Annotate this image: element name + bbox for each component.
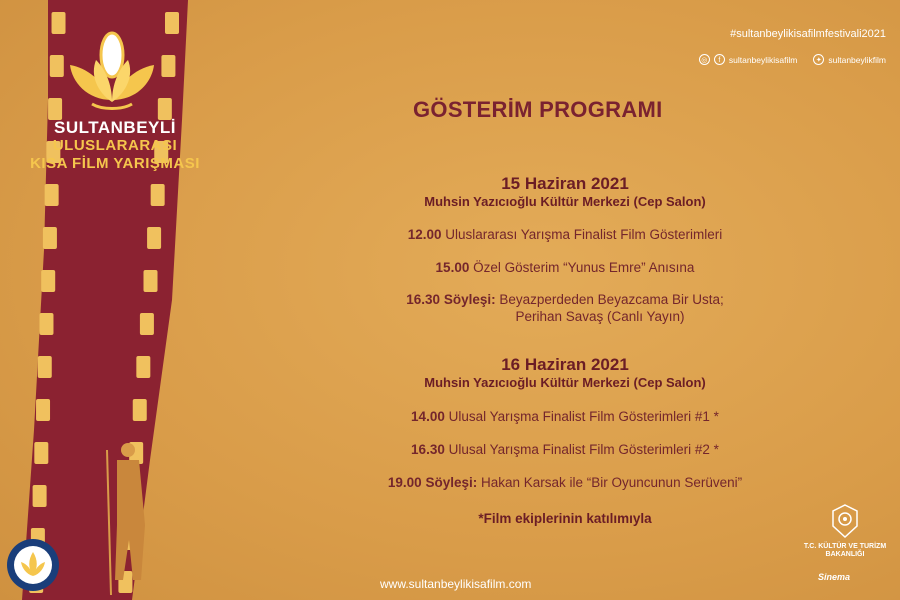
event-row <box>230 292 900 307</box>
film-perforation <box>151 184 165 206</box>
event-text: Beyazperdeden Beyazcama Bir Usta; <box>499 292 724 307</box>
festival-hashtag: #sultanbeylikisafilmfestivali2021 <box>730 28 886 40</box>
film-perforation <box>161 55 175 77</box>
film-perforation <box>48 98 62 120</box>
day-2-date: 16 Haziran 2021 <box>501 355 629 374</box>
film-perforation <box>133 399 147 421</box>
film-perforation <box>41 270 55 292</box>
brand-line-1: SULTANBEYLİ <box>54 118 176 137</box>
dervish-figure-icon <box>95 430 155 600</box>
event-label: Söyleşi: <box>425 475 478 490</box>
film-perforation <box>45 184 59 206</box>
ministry-emblem-icon <box>830 504 860 538</box>
ministry-name-line-2: BAKANLIĞI <box>825 551 865 558</box>
event-text-continued: Perihan Savaş (Canlı Yayın) <box>515 309 685 324</box>
event-row <box>230 409 900 424</box>
film-perforation <box>165 12 179 34</box>
film-perforation <box>39 313 53 335</box>
event-row-continued <box>230 309 900 324</box>
film-perforation <box>36 399 50 421</box>
event-text: Ulusal Yarışma Finalist Film Gösterimleri #2 * <box>448 442 719 457</box>
event-row <box>230 260 900 275</box>
brand-line-3: KISA FİLM YARIŞMASI <box>30 155 200 172</box>
sinema-logo: Sinema <box>818 572 851 582</box>
event-time: 19.00 <box>387 475 422 490</box>
event-time: 16.30 <box>411 442 445 457</box>
event-text: Hakan Karsak ile “Bir Oyuncunun Serüveni” <box>480 475 743 490</box>
event-time: 15.00 <box>435 260 470 275</box>
event-row <box>230 227 900 242</box>
event-time: 14.00 <box>411 409 445 424</box>
ministry-name-line-1: T.C. KÜLTÜR VE TURİZM <box>803 543 887 550</box>
film-perforation <box>147 227 161 249</box>
facebook-icon[interactable]: f <box>714 54 725 65</box>
film-perforation <box>136 356 150 378</box>
event-time: 16.30 <box>406 292 441 307</box>
film-perforation <box>43 227 57 249</box>
municipality-seal-icon <box>6 538 60 592</box>
film-perforation <box>34 442 48 464</box>
day-2-header <box>230 355 900 390</box>
event-row <box>230 442 900 457</box>
film-perforation <box>144 270 158 292</box>
day-1-date: 15 Haziran 2021 <box>501 174 629 193</box>
film-perforation <box>33 485 47 507</box>
participation-note: *Film ekiplerinin katılımıyla <box>478 511 652 526</box>
day-1-header <box>230 174 900 209</box>
day-2-venue: Muhsin Yazıcıoğlu Kültür Merkezi (Cep Salon) <box>424 375 706 390</box>
film-perforation <box>38 356 52 378</box>
instagram-icon[interactable]: ◎ <box>699 54 710 65</box>
festival-logo-icon <box>62 30 162 112</box>
social-handle-primary[interactable]: sultanbeylikisafilm <box>728 54 798 65</box>
social-handles <box>699 54 886 65</box>
film-strip <box>0 0 230 600</box>
brand-line-2: ULUSLARARASI <box>52 137 178 154</box>
event-text: Özel Gösterim “Yunus Emre” Anısına <box>473 260 695 275</box>
event-label: Söyleşi: <box>443 292 496 307</box>
event-text: Uluslararası Yarışma Finalist Film Gösterimleri <box>445 227 723 242</box>
page-title: GÖSTERİM PROGRAMI <box>413 97 663 122</box>
website-link[interactable]: www.sultanbeylikisafilm.com <box>380 577 532 591</box>
film-perforation <box>140 313 154 335</box>
twitter-icon[interactable]: ✦ <box>813 54 824 65</box>
social-handle-secondary[interactable]: sultanbeylikfilm <box>828 54 886 65</box>
day-1-venue: Muhsin Yazıcıoğlu Kültür Merkezi (Cep Salon) <box>424 194 706 209</box>
ministry-logo <box>800 504 890 559</box>
event-row <box>230 475 900 490</box>
event-text: Ulusal Yarışma Finalist Film Gösterimleri #1 * <box>448 409 719 424</box>
event-time: 12.00 <box>407 227 442 242</box>
